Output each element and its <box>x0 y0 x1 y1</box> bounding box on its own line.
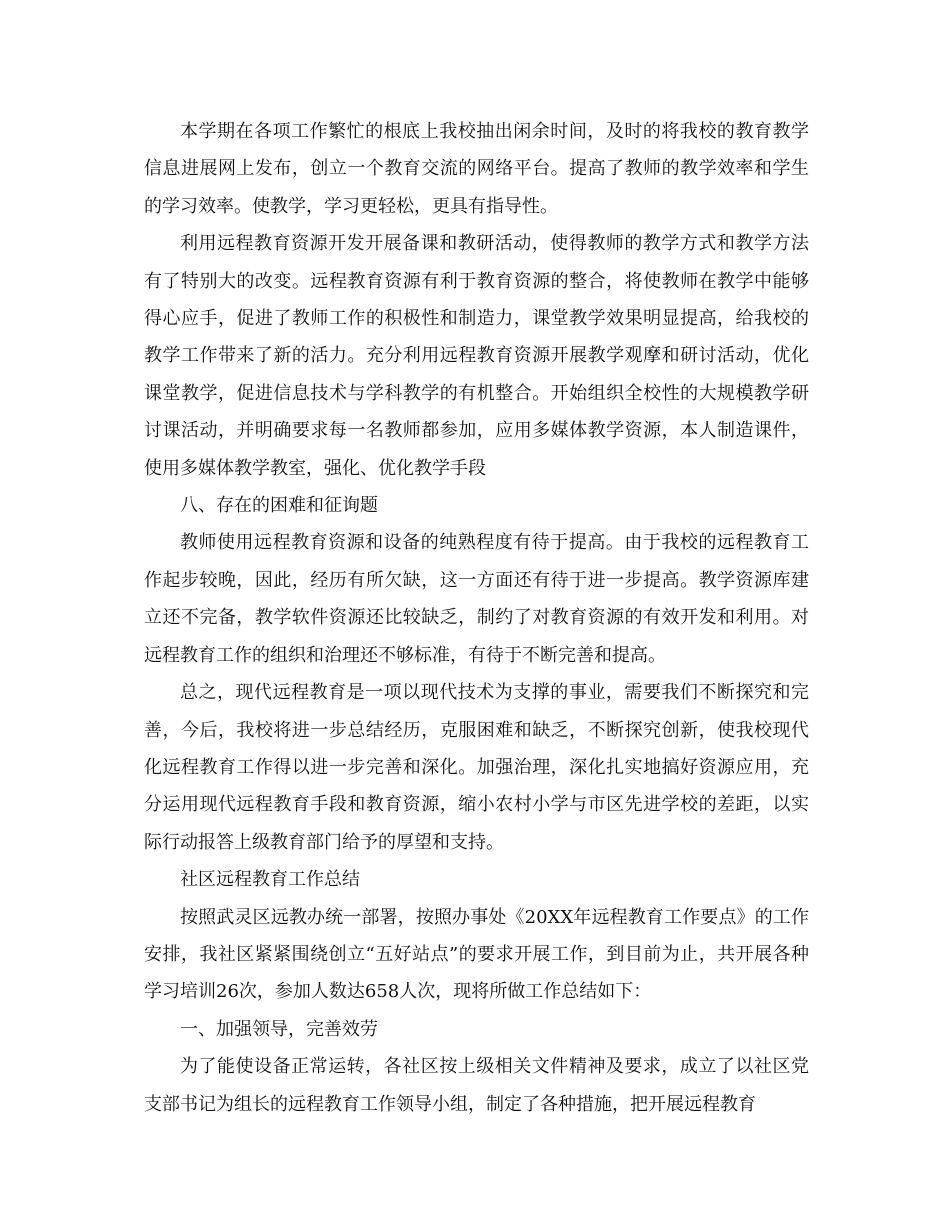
paragraph-leadership: 为了能使设备正常运转，各社区按上级相关文件精神及要求，成立了以社区党支部书记为组长的远程教育工作领导小组，制定了各种措施，把开展远程教育 <box>144 1056 809 1115</box>
section-heading-leadership: 一、加强领导，完善效劳 <box>180 1018 378 1040</box>
paragraph-intro: 按照武灵区远教办统一部署，按照办事处《20XX年远程教育工作要点》的工作安排，我社区紧紧围绕创立“五好站点”的要求开展工作，到目前为止，共开展各种学习培训26次，参加人数达658人次，现将所做工作总结如下： <box>144 906 809 1003</box>
paragraph-resources-use: 利用远程教育资源开发开展备课和教研活动，使得教师的教学方式和教学方法有了特别大的改变。远程教育资源有利于教育资源的整合，将使教师在教学中能够得心应手，促进了教师工作的积极性和制造力，课堂教学效果明显提高，给我校的教学工作带来了新的活力。充分利用远程教育资源开展教学观摩和研讨活动，优化课堂教学，促进信息技术与学科教学的有机整合。开始组织全校性的大规模教学研讨课活动，并明确要求每一名教师都参加，应用多媒体教学资源，本人制造课件，使用多媒体教学教室，强化、优化教学手段 <box>144 233 809 479</box>
paragraph-conclusion: 总之，现代远程教育是一项以现代技术为支撑的事业，需要我们不断探究和完善，今后，我校将进一步总结经历，克服困难和缺乏，不断探究创新，使我校现代化远程教育工作得以进一步完善和深化。加强治理，深化扎实地搞好资源应用，充分运用现代远程教育手段和教育资源，缩小农村小学与市区先进学校的差距，以实际行动报答上级教育部门给予的厚望和支持。 <box>144 682 809 853</box>
paragraph-difficulties: 教师使用远程教育资源和设备的纯熟程度有待于提高。由于我校的远程教育工作起步较晚，因此，经历有所欠缺，这一方面还有待于进一步提高。教学资源库建立还不完备，教学软件资源还比较缺乏，制约了对教育资源的有效开发和利用。对远程教育工作的组织和治理还不够标准，有待于不断完善和提高。 <box>144 532 809 666</box>
section-heading-difficulties: 八、存在的困难和征询题 <box>180 495 378 517</box>
document-subtitle: 社区远程教育工作总结 <box>180 869 360 891</box>
document-body <box>144 113 809 1123</box>
paragraph-publishing: 本学期在各项工作繁忙的根底上我校抽出闲余时间，及时的将我校的教育教学信息进展网上发布，创立一个教育交流的网络平台。提高了教师的教学效率和学生的学习效率。使教学，学习更轻松，更具有指导性。 <box>144 121 809 217</box>
